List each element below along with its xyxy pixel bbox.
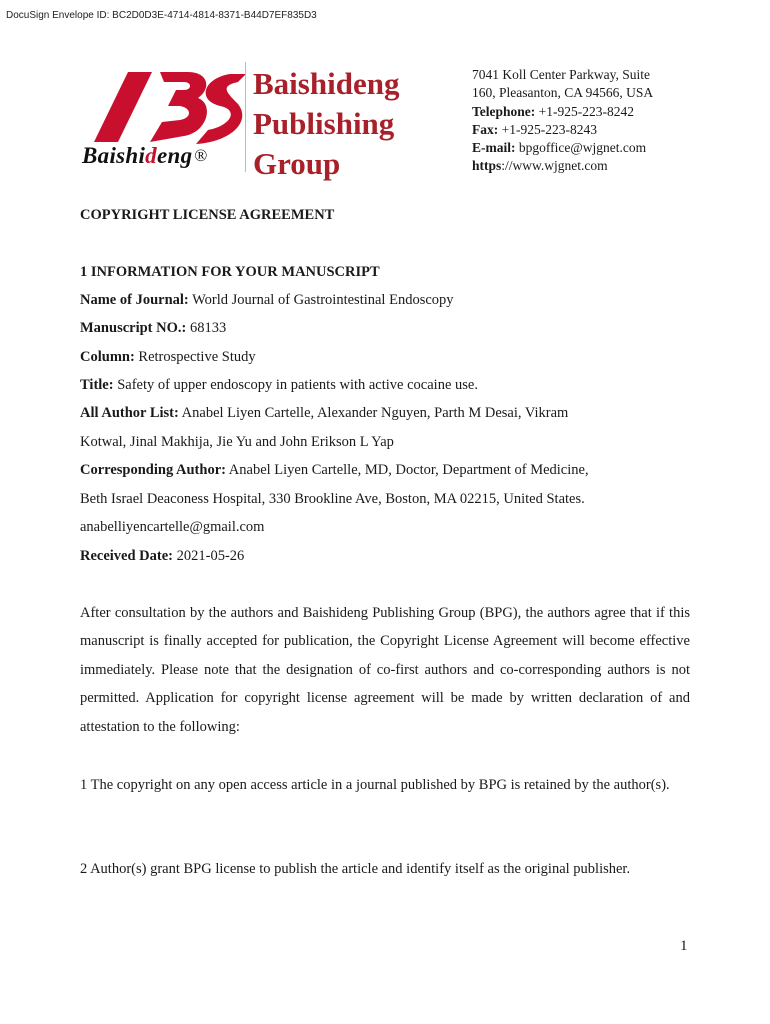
agreement-title: COPYRIGHT LICENSE AGREEMENT: [80, 207, 335, 223]
column-label: Column:: [80, 349, 135, 365]
manuscript-number-value: 68133: [189, 320, 227, 336]
corresponding-author-email: anabelliyencartelle@gmail.com: [80, 519, 265, 535]
logo-wordmark: [82, 143, 208, 169]
telephone-value: +1-925-223-8242: [538, 103, 634, 119]
intro-paragraph: After consultation by the authors and Baishideng Publishing Group (BPG), the authors agree that if this manuscript is finally accepted for publication, the Copyright License Agreement will become effective immediately. Please note that the designation of co-first authors and co-corresponding authors is not permitted. Application for copyright license agreement will be made by written declaration of and attestation to the following:: [80, 605, 690, 735]
received-date-value: 2021-05-26: [176, 548, 245, 564]
email-label: E-mail:: [472, 140, 516, 156]
logo-divider: [245, 62, 246, 172]
contact-block: [472, 66, 702, 176]
corresponding-author-row: [80, 462, 589, 479]
clause-1: 1 The copyright on any open access article in a journal published by BPG is retained by the author(s).: [80, 777, 670, 793]
telephone-label: Telephone:: [472, 103, 536, 119]
brand-line-1: Baishideng: [253, 66, 400, 101]
website-row: [472, 157, 702, 175]
address-line-1: 7041 Koll Center Parkway, Suite: [472, 67, 650, 82]
authors-row: [80, 405, 568, 422]
wordmark-prefix: Baishi: [82, 143, 146, 168]
received-date-label: Received Date:: [80, 548, 173, 564]
fax-value: +1-925-223-8243: [501, 121, 597, 137]
logo-swoosh-mid: [150, 72, 207, 142]
logo-swoosh-left: [94, 72, 152, 142]
wordmark-dot-letter: d: [145, 143, 157, 168]
journal-value: World Journal of Gastrointestinal Endoscopy: [192, 292, 454, 308]
fax-label: Fax:: [472, 121, 499, 137]
received-date-row: [80, 548, 244, 565]
section-1-heading: 1 INFORMATION FOR YOUR MANUSCRIPT: [80, 264, 380, 280]
telephone-row: [472, 103, 702, 121]
column-row: [80, 349, 256, 366]
registered-mark: ®: [194, 146, 208, 165]
authors-label: All Author List:: [80, 405, 179, 421]
journal-label: Name of Journal:: [80, 292, 189, 308]
brand-line-2: Publishing: [253, 106, 395, 141]
corresponding-author-line-1: Anabel Liyen Cartelle, MD, Doctor, Department of Medicine,: [228, 462, 589, 478]
page-number: 1: [680, 938, 688, 954]
manuscript-number-label: Manuscript NO.:: [80, 320, 187, 336]
brand-line-3: Group: [253, 146, 341, 181]
website-link[interactable]: ://www.wjgnet.com: [501, 158, 608, 174]
manuscript-number-row: [80, 320, 226, 337]
journal-row: [80, 292, 454, 309]
authors-value-line-1: Anabel Liyen Cartelle, Alexander Nguyen, Parth M Desai, Vikram: [181, 405, 569, 421]
corresponding-author-label: Corresponding Author:: [80, 462, 226, 478]
address-line-2: 160, Pleasanton, CA 94566, USA: [472, 85, 654, 101]
clause-2: 2 Author(s) grant BPG license to publish the article and identify itself as the original publisher.: [80, 861, 631, 877]
brand-name: [253, 64, 399, 184]
authors-value-line-2: Kotwal, Jinal Makhija, Jie Yu and John Erikson L Yap: [80, 434, 394, 450]
corresponding-author-line-2: Beth Israel Deaconess Hospital, 330 Brookline Ave, Boston, MA 02215, United States.: [80, 491, 585, 507]
title-value: Safety of upper endoscopy in patients with active cocaine use.: [117, 377, 478, 393]
email-row: [472, 139, 702, 157]
wordmark-suffix: eng: [156, 143, 193, 168]
docusign-envelope-id: DocuSign Envelope ID: BC2D0D3E-4714-4814-8371-B44D7EF835D3: [6, 10, 317, 21]
website-label: https: [472, 158, 502, 174]
title-label: Title:: [80, 377, 114, 393]
column-value: Retrospective Study: [138, 349, 256, 365]
title-row: [80, 377, 478, 394]
email-link[interactable]: bpgoffice@wjgnet.com: [518, 140, 647, 156]
fax-row: [472, 121, 702, 139]
